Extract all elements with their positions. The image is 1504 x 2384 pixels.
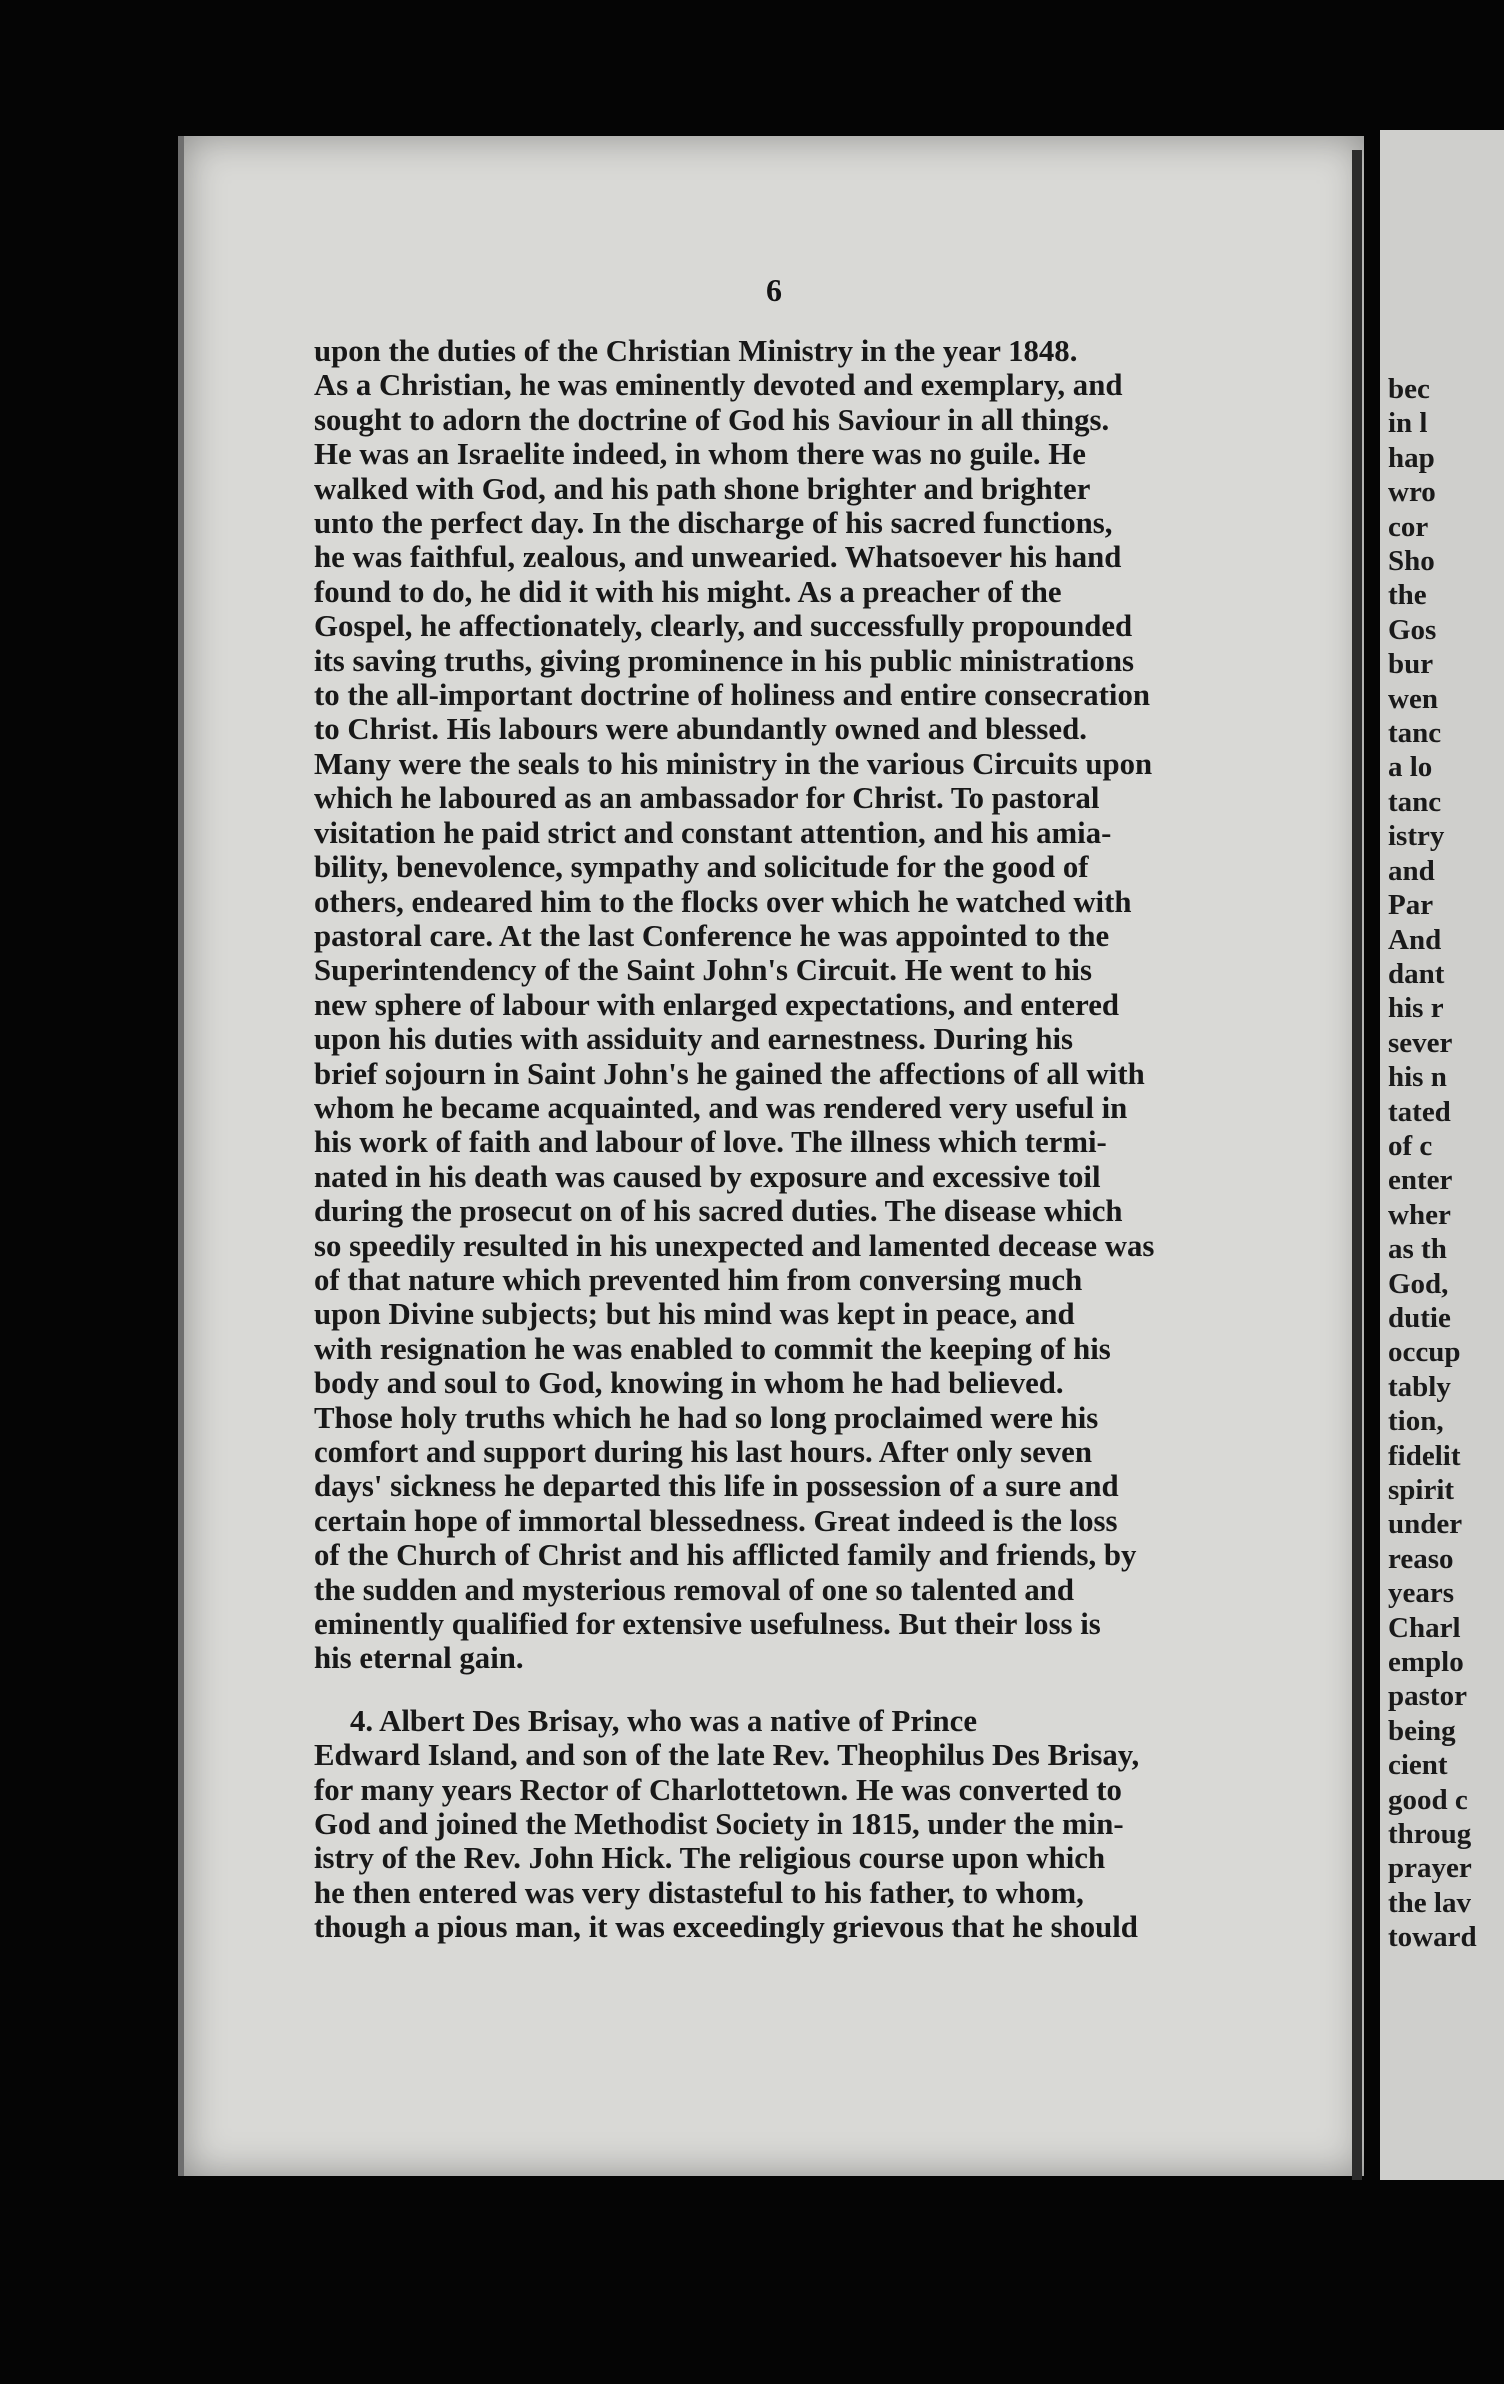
text-line: Superintendency of the Saint John's Circuit. He went to his (314, 953, 1092, 988)
text-line: comfort and support during his last hours. After only seven (314, 1435, 1092, 1469)
text-line: to Christ. His labours were abundantly owned and blessed. (314, 712, 1087, 747)
book-page (178, 136, 1364, 2176)
paragraph-albert-des-brisay (314, 1704, 1254, 1945)
page-number: 6 (766, 272, 782, 308)
adjacent-page-fragment: his n (1388, 1061, 1447, 1094)
text-line: eminently qualified for extensive usefulness. But their loss is (314, 1607, 1101, 1642)
adjacent-page-edge (1380, 130, 1504, 2180)
text-line: As a Christian, he was eminently devoted and exemplary, and (314, 368, 1123, 403)
adjacent-page-fragment: enter (1388, 1164, 1453, 1197)
text-line: to the all-important doctrine of holiness and entire consecration (314, 678, 1151, 713)
text-line: Those holy truths which he had so long proclaimed were his (314, 1400, 1099, 1435)
text-line: he then entered was very distasteful to his father, to whom, (314, 1875, 1084, 1910)
text-line: others, endeared him to the flocks over which he watched with (314, 884, 1132, 919)
book-gutter (1352, 150, 1362, 2180)
adjacent-page-fragment: of c (1388, 1129, 1433, 1162)
text-line: unto the perfect day. In the discharge of his sacred functions, (314, 506, 1113, 541)
text-line: found to do, he did it with his might. As a preacher of the (314, 574, 1062, 609)
adjacent-page-fragment: Sho (1388, 545, 1435, 578)
adjacent-page-fragment: the lav (1388, 1886, 1471, 1919)
adjacent-page-fragment: bec (1388, 373, 1430, 405)
text-line: for many years Rector of Charlottetown. He was converted to (314, 1772, 1122, 1807)
text-line: 4. Albert Des Brisay, who was a native of Prince (350, 1703, 978, 1738)
adjacent-page-fragment: dant (1388, 957, 1445, 990)
text-line: certain hope of immortal blessedness. Great indeed is the loss (314, 1503, 1118, 1538)
adjacent-page-fragment: cient (1388, 1749, 1448, 1782)
text-line: God and joined the Methodist Society in 1815, under the min- (314, 1807, 1124, 1842)
adjacent-page-fragment: throug (1388, 1818, 1472, 1851)
adjacent-page-fragment: good c (1388, 1783, 1468, 1816)
adjacent-page-fragment: the (1388, 579, 1427, 612)
adjacent-page-fragment: tated (1388, 1095, 1451, 1128)
adjacent-page-fragment: tanc (1388, 785, 1442, 818)
text-line: of that nature which prevented him from conversing much (314, 1262, 1083, 1297)
adjacent-page-fragment: istry (1388, 820, 1445, 853)
adjacent-page-fragment: cor (1388, 510, 1429, 543)
adjacent-page-fragment: his r (1388, 992, 1444, 1025)
text-line: upon Divine subjects; but his mind was kept in peace, and (314, 1297, 1075, 1332)
adjacent-page-fragment: tion, (1388, 1405, 1444, 1438)
text-line: sought to adorn the doctrine of God his Saviour in all things. (314, 402, 1110, 437)
adjacent-page-fragment: being (1388, 1714, 1456, 1747)
adjacent-page-fragment: pastor (1388, 1680, 1467, 1713)
text-line: new sphere of labour with enlarged expectations, and entered (314, 987, 1119, 1022)
text-line: which he laboured as an ambassador for Christ. To pastoral (314, 781, 1100, 816)
text-line: body and soul to God, knowing in whom he had believed. (314, 1366, 1064, 1401)
adjacent-page-fragment: fidelit (1388, 1439, 1461, 1472)
adjacent-page-fragment: as th (1388, 1233, 1447, 1266)
text-line: nated in his death was caused by exposure and excessive toil (314, 1159, 1101, 1194)
adjacent-page-fragment: emplo (1388, 1646, 1464, 1679)
text-line: bility, benevolence, sympathy and solicitude for the good of (314, 850, 1089, 885)
text-line: pastoral care. At the last Conference he was appointed to the (314, 918, 1110, 953)
adjacent-page-fragment: wro (1388, 476, 1436, 509)
page-body (314, 334, 1254, 1945)
adjacent-page-fragment: tanc (1388, 717, 1442, 750)
text-line: its saving truths, giving prominence in his public ministrations (314, 643, 1134, 678)
text-line: he was faithful, zealous, and unwearied. Whatsoever his hand (314, 540, 1122, 575)
text-line: He was an Israelite indeed, in whom there was no guile. He (314, 437, 1086, 472)
paragraph-obituary-continued (314, 334, 1254, 1676)
text-line: Edward Island, and son of the late Rev. Theophilus Des Brisay, (314, 1738, 1140, 1773)
adjacent-page-fragment: a lo (1388, 751, 1433, 784)
text-line: though a pious man, it was exceedingly grievous that he should (314, 1910, 1138, 1945)
adjacent-page-fragment: wen (1388, 682, 1438, 715)
text-line: days' sickness he departed this life in possession of a sure and (314, 1469, 1119, 1504)
adjacent-page-text (1388, 372, 1477, 1955)
adjacent-page-fragment: God, (1388, 1267, 1449, 1300)
adjacent-page-fragment: toward (1388, 1921, 1477, 1954)
text-line: the sudden and mysterious removal of one so talented and (314, 1572, 1074, 1607)
text-line: during the prosecut on of his sacred duties. The disease which (314, 1194, 1123, 1229)
adjacent-page-fragment: And (1388, 923, 1442, 956)
adjacent-page-fragment: sever (1388, 1026, 1453, 1059)
text-line: so speedily resulted in his unexpected and lamented decease was (314, 1228, 1155, 1263)
adjacent-page-fragment: in l (1388, 407, 1428, 440)
text-line: whom he became acquainted, and was rendered very useful in (314, 1090, 1128, 1125)
adjacent-page-fragment: hap (1388, 441, 1435, 474)
text-line: upon the duties of the Christian Ministry in the year 1848. (314, 334, 1078, 368)
text-line: upon his duties with assiduity and earnestness. During his (314, 1022, 1074, 1057)
text-line: walked with God, and his path shone brighter and brighter (314, 471, 1091, 506)
adjacent-page-fragment: occup (1388, 1336, 1461, 1369)
text-line: of the Church of Christ and his afflicted family and friends, by (314, 1538, 1137, 1573)
text-line: istry of the Rev. John Hick. The religious course upon which (314, 1841, 1106, 1876)
text-line: with resignation he was enabled to commit the keeping of his (314, 1331, 1111, 1366)
adjacent-page-fragment: wher (1388, 1198, 1451, 1231)
text-line: his work of faith and labour of love. The illness which termi- (314, 1125, 1107, 1160)
adjacent-page-fragment: Par (1388, 889, 1434, 922)
adjacent-page-fragment: bur (1388, 648, 1434, 681)
text-line: Gospel, he affectionately, clearly, and successfully propounded (314, 609, 1133, 644)
adjacent-page-fragment: prayer (1388, 1852, 1472, 1885)
text-line: visitation he paid strict and constant attention, and his amia- (314, 815, 1112, 850)
adjacent-page-fragment: years (1388, 1577, 1455, 1610)
text-line: Many were the seals to his ministry in the various Circuits upon (314, 746, 1153, 781)
adjacent-page-fragment: tably (1388, 1370, 1451, 1403)
adjacent-page-fragment: Charl (1388, 1611, 1461, 1644)
adjacent-page-fragment: spirit (1388, 1474, 1455, 1506)
text-line: brief sojourn in Saint John's he gained the affections of all with (314, 1056, 1145, 1091)
adjacent-page-fragment: dutie (1388, 1301, 1451, 1334)
adjacent-page-fragment: under (1388, 1508, 1463, 1541)
adjacent-page-fragment: reaso (1388, 1542, 1454, 1575)
adjacent-page-fragment: Gos (1388, 613, 1437, 646)
adjacent-page-fragment: and (1388, 854, 1435, 887)
text-line: his eternal gain. (314, 1641, 524, 1676)
